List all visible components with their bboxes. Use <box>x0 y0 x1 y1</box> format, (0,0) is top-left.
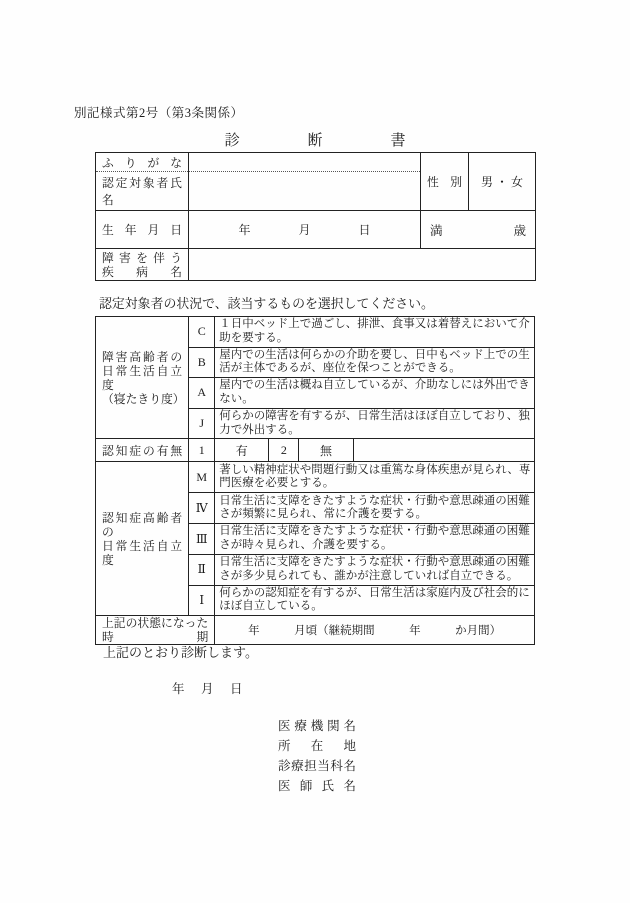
disease-field[interactable] <box>189 249 536 281</box>
doctor-name-label: 医師氏名 <box>278 779 356 793</box>
onset-row <box>96 616 535 645</box>
furigana-field[interactable] <box>189 153 421 172</box>
grade-description: 何らかの認知症を有するが、日常生活は家庭内及び社会的にほぼ自立している。 <box>215 585 535 616</box>
onset-label: 上記の状態になった 時期 <box>96 616 215 645</box>
furigana-label: ふりがな <box>96 153 189 172</box>
assessment-row <box>96 462 535 493</box>
institution-name-label: 医療機関名 <box>278 719 356 733</box>
birthdate-field[interactable]: 年 月 日 <box>189 211 421 249</box>
sex-label: 性別 <box>421 153 469 211</box>
assessment-table <box>95 316 535 645</box>
grade-option-j[interactable]: J <box>189 408 215 439</box>
birthdate-label: 生年月日 <box>96 211 189 249</box>
grade-option-a[interactable]: A <box>189 378 215 409</box>
grade-description: 日常生活に支障をきたすような症状・行動や意思疎通の困難さが時々見られ、介護を要する。 <box>215 524 535 555</box>
title-char: 診 <box>224 133 240 149</box>
age-unit-label: 歳 <box>513 223 526 238</box>
grade-option-ii[interactable]: Ⅱ <box>189 554 215 585</box>
department-name-label: 診療担当科名 <box>278 759 356 773</box>
selection-instruction: 認定対象者の状況で、該当するものを選択してください。 <box>99 297 434 311</box>
grade-option-iv[interactable]: Ⅳ <box>189 493 215 524</box>
name-field[interactable] <box>189 172 421 211</box>
age-field[interactable] <box>421 211 536 249</box>
grade-description: 屋内での生活は概ね自立しているが、介助なしには外出できない。 <box>215 378 535 409</box>
presence-blank-cell <box>353 439 534 462</box>
onset-field[interactable]: 年 月頃（継続期間 年 か月間） <box>215 616 535 645</box>
grade-option-i[interactable]: Ⅰ <box>189 585 215 616</box>
assessment-row <box>96 317 535 348</box>
presence-option-1-num[interactable]: 1 <box>189 439 215 462</box>
form-number: 別記様式第2号（第3条関係） <box>74 106 244 120</box>
title-char: 書 <box>390 133 406 149</box>
disease-label: 障害を伴う 疾病名 <box>96 249 189 281</box>
grade-option-m[interactable]: M <box>189 462 215 493</box>
grade-description: 日常生活に支障をきたすような症状・行動や意思疎通の困難さが頻繁に見られ、常に介護を要する。 <box>215 493 535 524</box>
grade-description: 屋内での生活は何らかの介助を要し、日中もベッド上での生活が主体であるが、座位を保つことができる。 <box>215 347 535 378</box>
diagnosis-date-field[interactable]: 年 月 日 <box>172 682 245 696</box>
grade-option-b[interactable]: B <box>189 347 215 378</box>
grade-description: １日中ベッド上で過ごし、排泄、食事又は着替えにおいて介助を要する。 <box>215 317 535 348</box>
patient-info-table <box>95 152 536 281</box>
address-label: 所在地 <box>278 739 356 753</box>
dementia-section-label: 認知症高齢者の 日常生活自立度 <box>96 462 189 616</box>
grade-description: 著しい精神症状や問題行動又は重篤な身体疾患が見られ、専門医療を必要とする。 <box>215 462 535 493</box>
grade-description: 何らかの障害を有するが、日常生活はほぼ自立しており、独力で外出する。 <box>215 408 535 439</box>
sex-options[interactable]: 男 ・ 女 <box>469 153 536 211</box>
grade-description: 日常生活に支障をきたすような症状・行動や意思疎通の困難さが多少見られても、誰かが注意していれば自立できる。 <box>215 554 535 585</box>
title-char: 断 <box>307 133 323 149</box>
dementia-presence-label: 認知症の有無 <box>96 439 189 462</box>
dementia-presence-row <box>96 439 535 462</box>
presence-option-2-num[interactable]: 2 <box>269 439 299 462</box>
presence-option-yes[interactable]: 有 <box>215 439 269 462</box>
document-title <box>0 129 630 150</box>
presence-option-no[interactable]: 無 <box>299 439 353 462</box>
closing-statement: 上記のとおり診断します。 <box>103 645 258 660</box>
age-prefix-label: 満 <box>430 223 443 238</box>
grade-option-iii[interactable]: Ⅲ <box>189 524 215 555</box>
name-label: 認定対象者氏名 <box>96 172 189 211</box>
grade-option-c[interactable]: C <box>189 317 215 348</box>
signature-block <box>278 716 356 796</box>
bedridden-section-label: 障害高齢者の 日常生活自立度 （寝たきり度） <box>96 317 189 439</box>
